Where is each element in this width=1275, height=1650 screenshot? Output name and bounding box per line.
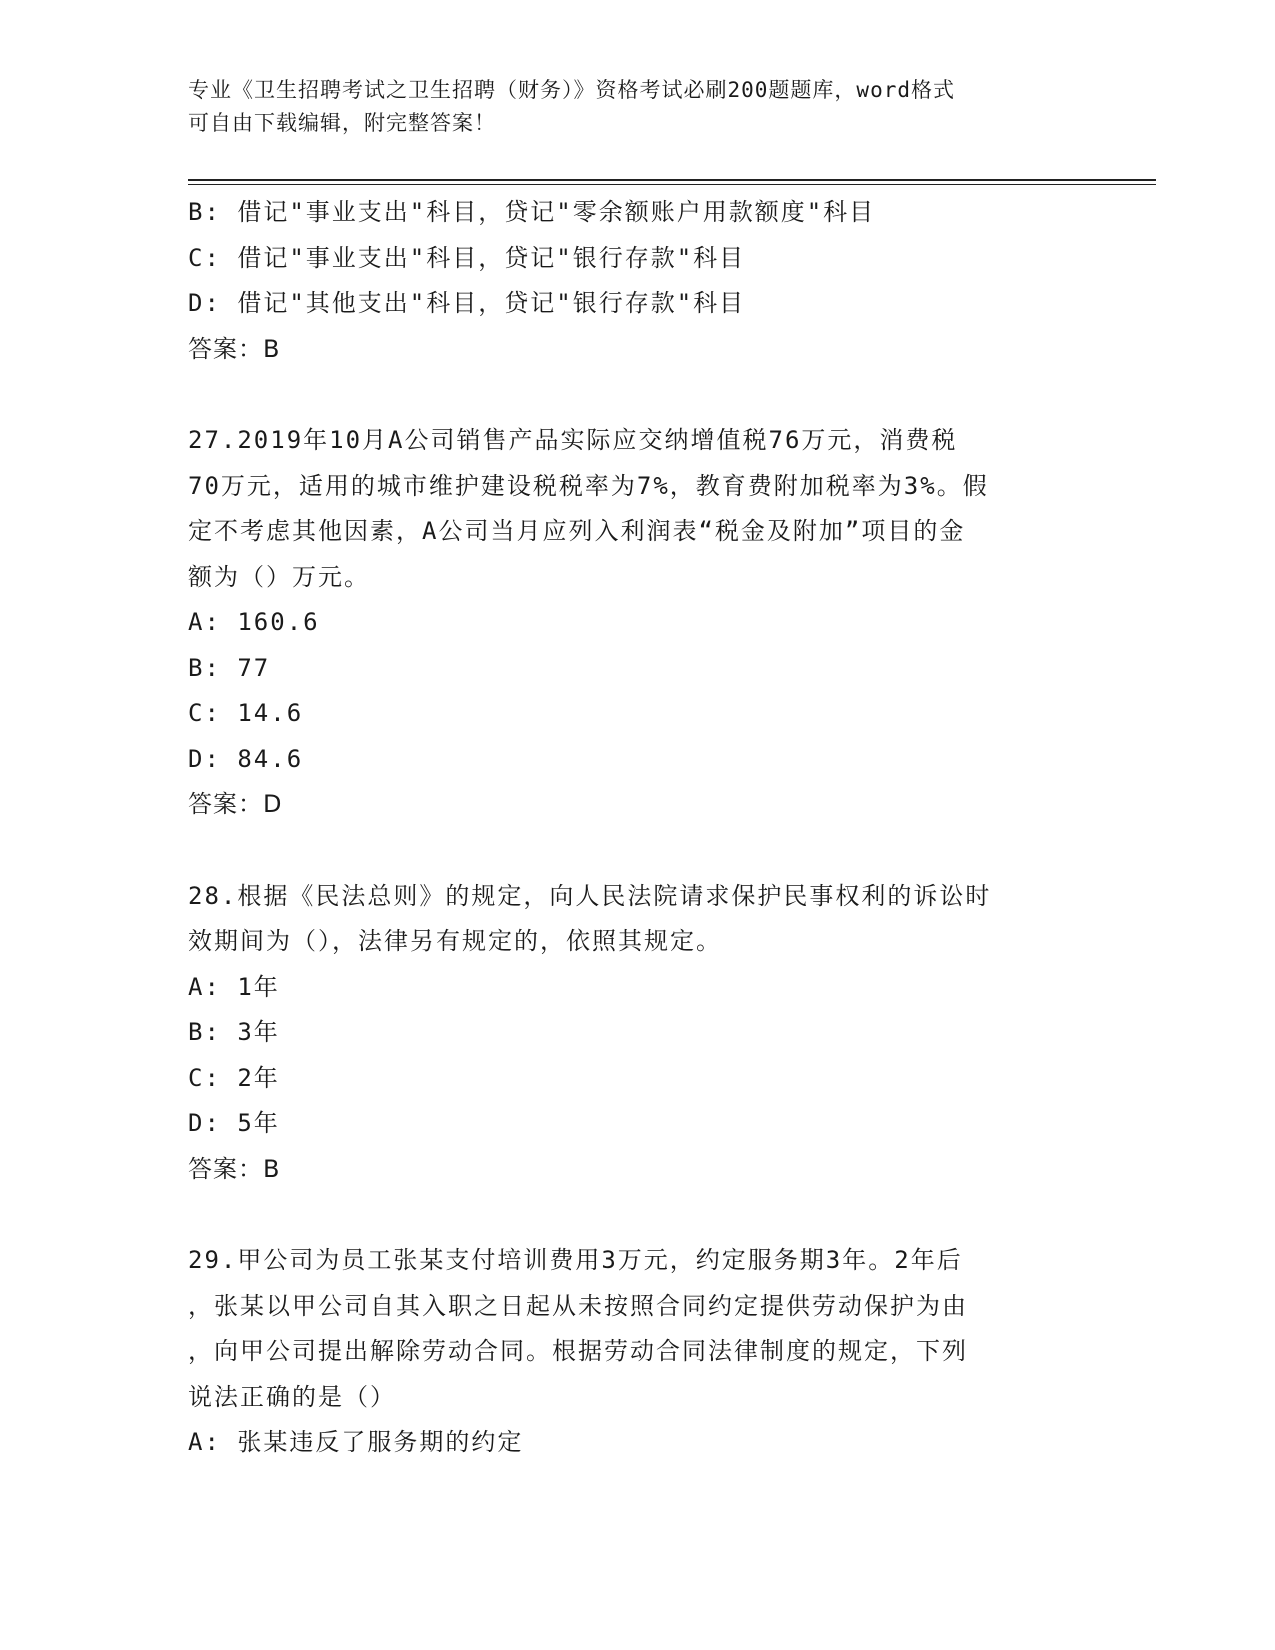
question-text-line: 额为（）万元。 — [188, 562, 370, 591]
option-c: C: 借记"事业支出"科目，贷记"银行存款"科目 — [188, 243, 746, 272]
answer: 答案：B — [188, 1154, 281, 1183]
option-a: A: 160.6 — [188, 608, 320, 636]
document-header — [188, 74, 1068, 140]
option-d: D: 84.6 — [188, 744, 304, 773]
option-b: B: 77 — [188, 653, 271, 682]
question-27 — [188, 418, 1088, 828]
option-b: B: 借记"事业支出"科目，贷记"零余额账户用款额度"科目 — [188, 198, 876, 226]
spacer — [188, 828, 1088, 874]
question-text-line: 28.根据《民法总则》的规定，向人民法院请求保护民事权利的诉讼时 — [188, 881, 992, 910]
question-text-line: ，张某以甲公司自其入职之日起从未按照合同约定提供劳动保护为由 — [188, 1291, 968, 1320]
header-divider-thin — [188, 184, 1156, 185]
spacer — [188, 1192, 1088, 1238]
header-title-line-1: 专业《卫生招聘考试之卫生招聘（财务）》资格考试必刷200题题库，word格式 — [188, 78, 955, 102]
question-28 — [188, 874, 1088, 1193]
option-c: C: 2年 — [188, 1063, 280, 1092]
question-text-line: 效期间为（），法律另有规定的，依照其规定。 — [188, 927, 722, 955]
question-29 — [188, 1238, 1088, 1466]
question-text-line: 70万元，适用的城市维护建设税税率为7%，教育费附加税率为3%。假 — [188, 471, 989, 500]
spacer — [188, 372, 1088, 418]
option-a: A: 1年 — [188, 972, 280, 1001]
option-d: D: 5年 — [188, 1109, 280, 1137]
header-title-line-2: 可自由下载编辑，附完整答案！ — [188, 111, 496, 135]
option-d: D: 借记"其他支出"科目，贷记"银行存款"科目 — [188, 289, 746, 317]
question-text-line: ，向甲公司提出解除劳动合同。根据劳动合同法律制度的规定，下列 — [188, 1337, 968, 1365]
question-text-line: 说法正确的是（） — [188, 1382, 396, 1411]
question-text-line: 定不考虑其他因素，A公司当月应列入利润表“税金及附加”项目的金 — [188, 517, 966, 545]
question-text-line: 29.甲公司为员工张某支付培训费用3万元，约定服务期3年。2年后 — [188, 1246, 963, 1274]
answer: 答案：B — [188, 334, 281, 363]
question-list — [188, 190, 1088, 1466]
header-divider-thick — [188, 179, 1156, 181]
question-text-line: 27.2019年10月A公司销售产品实际应交纳增值税76万元，消费税 — [188, 426, 958, 454]
answer: 答案：D — [188, 790, 283, 818]
option-c: C: 14.6 — [188, 699, 304, 727]
option-a: A: 张某违反了服务期的约定 — [188, 1428, 524, 1456]
option-b: B: 3年 — [188, 1018, 280, 1046]
question-26-continued — [188, 190, 1088, 372]
